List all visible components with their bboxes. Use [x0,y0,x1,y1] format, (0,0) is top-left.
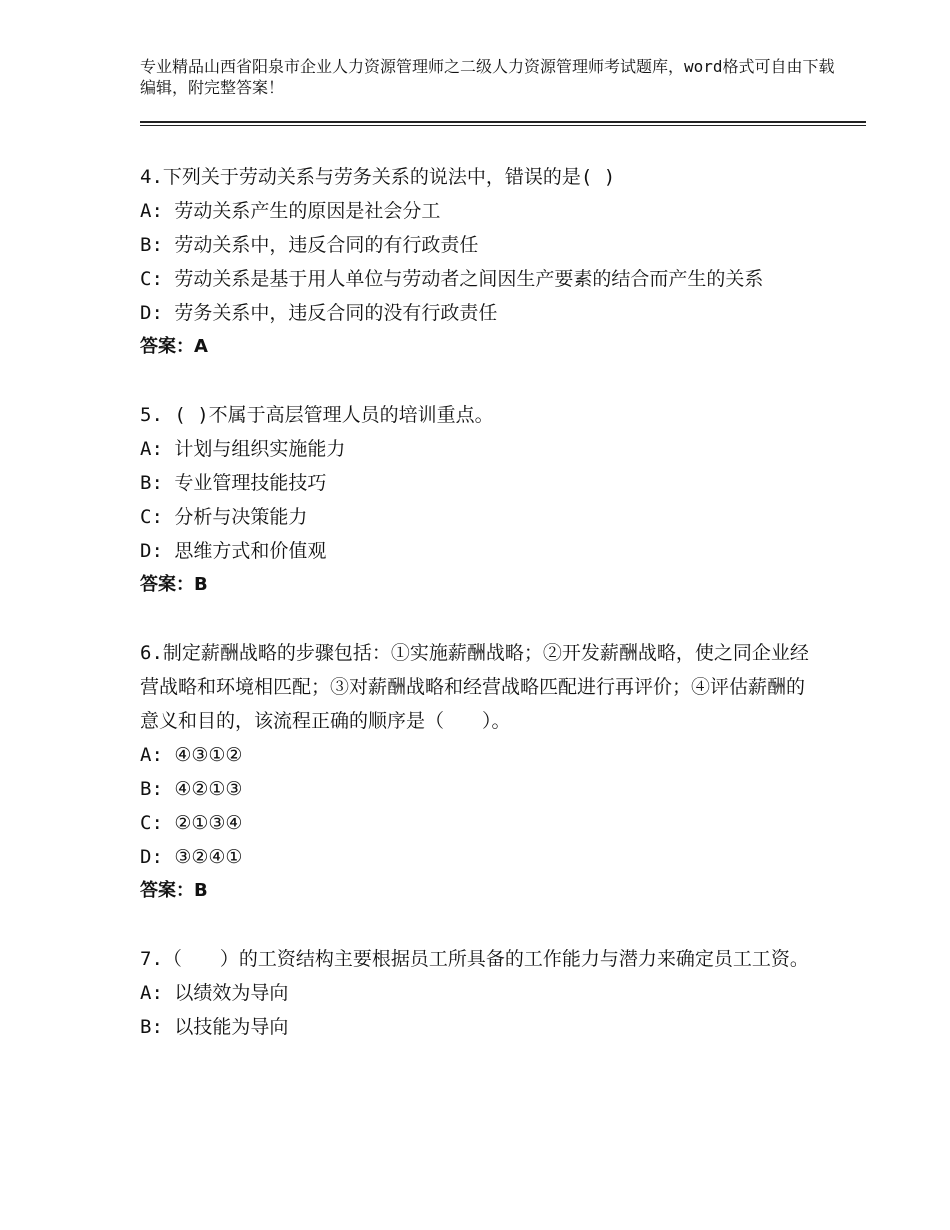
option-a: A: 计划与组织实施能力 [140,438,346,460]
option-a: A: ④③①② [140,744,243,766]
question-item [140,942,820,1044]
question-spacer [140,364,820,398]
option-d: D: 劳务关系中，违反合同的没有行政责任 [140,302,498,324]
option-b: B: 以技能为导向 [140,1016,289,1038]
option-d: D: ③②④① [140,846,243,868]
question-list [140,160,820,1044]
option-b: B: 专业管理技能技巧 [140,472,327,494]
question-stem: 7.（ ）的工资结构主要根据员工所具备的工作能力与潜力来确定员工工资。 [140,948,809,970]
document-header [140,56,840,98]
option-a: A: 以绩效为导向 [140,982,289,1004]
question-stem: 5. ( )不属于高层管理人员的培训重点。 [140,404,494,426]
header-title: 专业精品山西省阳泉市企业人力资源管理师之二级人力资源管理师考试题库，word格式可自由下载编辑，附完整答案！ [140,57,835,97]
option-a: A: 劳动关系产生的原因是社会分工 [140,200,441,222]
question-spacer [140,602,820,636]
header-divider-thin [140,125,866,126]
option-c: C: 劳动关系是基于用人单位与劳动者之间因生产要素的结合而产生的关系 [140,268,764,290]
question-stem: 4.下列关于劳动关系与劳务关系的说法中，错误的是( ) [140,166,616,188]
question-item [140,160,820,364]
option-c: C: 分析与决策能力 [140,506,308,528]
header-divider [140,121,866,123]
answer-label: 答案：B [140,880,208,901]
answer-label: 答案：A [140,336,208,357]
answer-label: 答案：B [140,574,208,595]
question-stem: 6.制定薪酬战略的步骤包括：①实施薪酬战略；②开发薪酬战略，使之同企业经营战略和环境相匹配；③对薪酬战略和经营战略匹配进行再评价；④评估薪酬的意义和目的，该流程正确的顺序是（ ）。 [140,642,809,732]
option-b: B: ④②①③ [140,778,243,800]
question-item [140,398,820,602]
question-spacer [140,908,820,942]
option-c: C: ②①③④ [140,812,243,834]
question-item [140,636,820,908]
option-b: B: 劳动关系中，违反合同的有行政责任 [140,234,479,256]
option-d: D: 思维方式和价值观 [140,540,327,562]
